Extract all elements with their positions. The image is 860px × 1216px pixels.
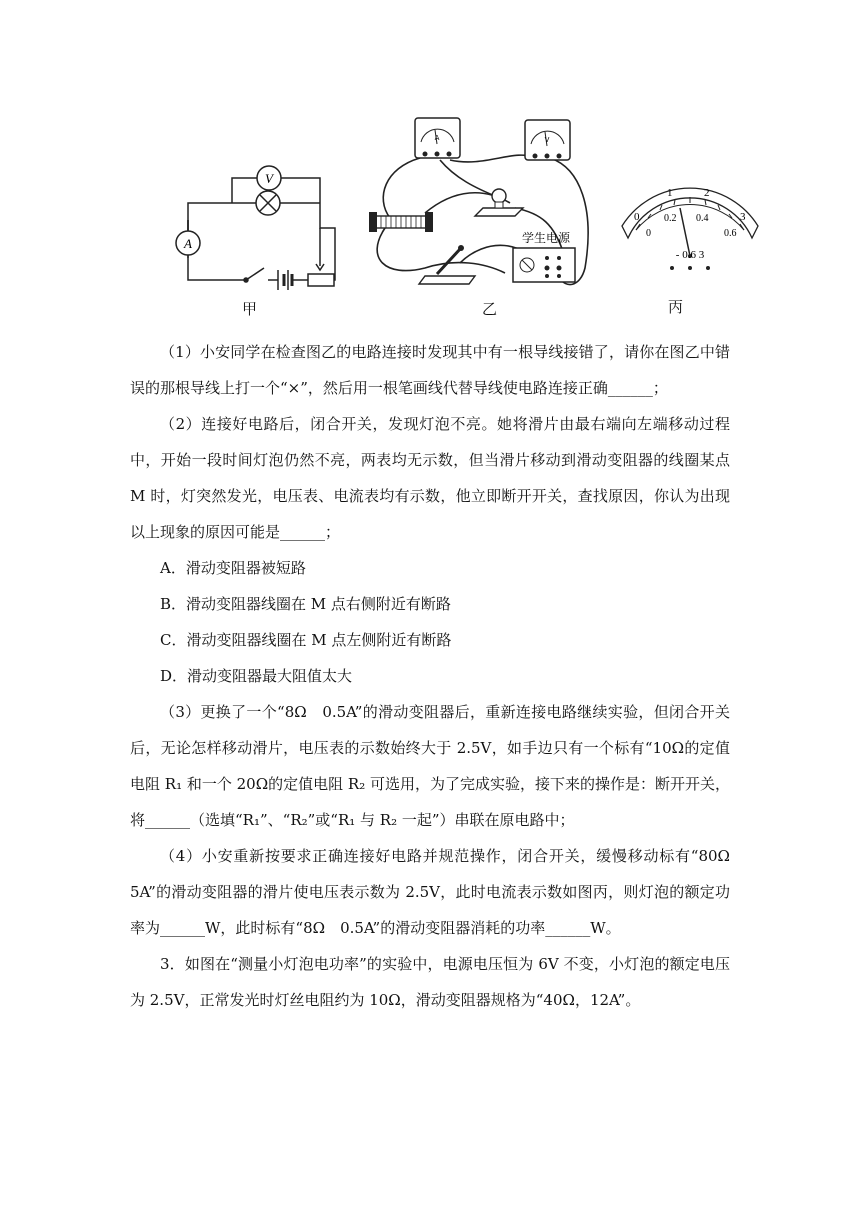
figure-label-jia: 甲: [242, 300, 258, 318]
circuit-diagram-jia: [160, 108, 340, 323]
voltmeter-device-label: V: [544, 136, 550, 144]
option-d: D．滑动变阻器最大阻值太大: [160, 667, 353, 685]
option-a: A．滑动变阻器被短路: [160, 559, 306, 577]
wiring-photo-yi: [365, 108, 615, 323]
terminal-labels: - 0.6 3: [675, 249, 705, 261]
ammeter-device-label: A: [434, 134, 440, 142]
scale-outer-3: 3: [740, 211, 746, 223]
scale-inner-0: 0: [646, 228, 651, 239]
question-body: [130, 334, 746, 1018]
rheostat-device: [369, 212, 433, 232]
question-4: （4）小安重新按要求正确连接好电路并规范操作，闭合开关，缓慢移动标有“80Ω 5A”的滑动变阻器的滑片使电压表示数为 2.5V，此时电流表示数如图丙，则灯泡的额定功率为______W，此时标有“8Ω 0.5A”的滑动变阻器消耗的功率______W。: [130, 847, 746, 937]
dial-svg: [620, 108, 760, 308]
scale-outer-0: 0: [634, 211, 640, 223]
figure-strip: [160, 108, 760, 323]
question-3: （3）更换了一个“8Ω 0.5A”的滑动变阻器后，重新连接电路继续实验，但闭合开关后，无论怎样移动滑片，电压表的示数始终大于 2.5V，如手边只有一个标有“10Ω的定值电阻 R₁ 和一个 20Ω的定值电阻 R₂ 可选用，为了完成实验，接下来的操作是：断开开关，将______（选填“R₁”、“R₂”或“R₁ 与 R₂ 一起”）串联在原电路中；: [130, 703, 730, 829]
question-2: （2）连接好电路后，闭合开关，发现灯泡不亮。她将滑片由最右端向左端移动过程中，开始一段时间灯泡仍然不亮，两表均无示数，但当滑片移动到滑动变阻器的线圈某点 M 时，灯突然发光，电压表、电流表均有示数，他立即断开开关，查找原因，你认为出现以上现象的原因可能是______；: [130, 415, 730, 541]
switch-device: [419, 245, 475, 284]
wire-1: [383, 158, 420, 218]
power-supply-label: 学生电源: [521, 231, 571, 245]
dial-face: [622, 188, 758, 238]
scale-inner-2: 0.4: [696, 213, 709, 224]
figure-label-bing: 丙: [668, 298, 684, 316]
wiring-illustration-svg: [365, 108, 615, 308]
wire-6: [377, 228, 505, 273]
option-b: B．滑动变阻器线圈在 M 点右侧附近有断路: [160, 595, 451, 613]
scale-inner-3: 0.6: [724, 228, 737, 239]
option-c: C．滑动变阻器线圈在 M 点左侧附近有断路: [160, 631, 452, 649]
ammeter-device: [415, 118, 460, 158]
figure-label-yi: 乙: [482, 300, 498, 318]
scale-inner-1: 0.2: [664, 213, 677, 224]
circuit-schematic-svg: [160, 108, 340, 308]
wire-3: [450, 155, 535, 162]
ammeter-letter: A: [184, 236, 192, 251]
problem-3-intro: 3．如图在“测量小灯泡电功率”的实验中，电源电压恒为 6V 不变，小灯泡的额定电压为 2.5V，正常发光时灯丝电阻约为 10Ω，滑动变阻器规格为“40Ω，12A”。: [130, 955, 730, 1009]
voltmeter-device: [525, 120, 570, 160]
power-supply-device: [513, 248, 575, 282]
scale-outer-1: 1: [667, 187, 673, 199]
scale-outer-2: 2: [704, 187, 710, 199]
voltmeter-letter: V: [265, 171, 273, 186]
question-1: （1）小安同学在检查图乙的电路连接时发现其中有一根导线接错了，请你在图乙中错误的那根导线上打一个“×”，然后用一根笔画线代替导线使电路连接正确______；: [130, 343, 730, 397]
ammeter-dial-bing: [620, 108, 760, 323]
